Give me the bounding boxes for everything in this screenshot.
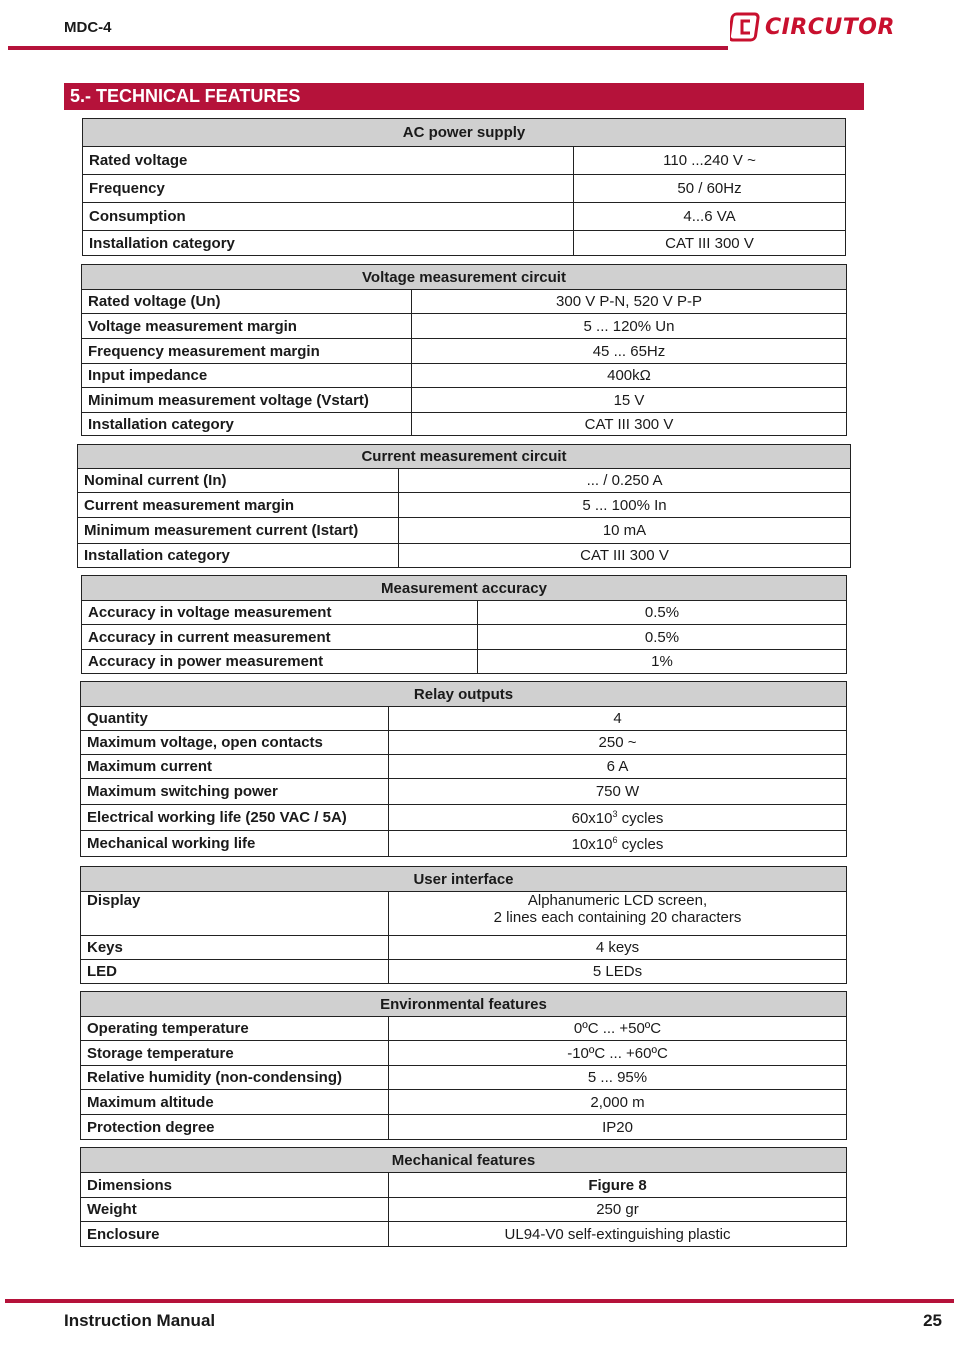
row-label: Electrical working life (250 VAC / 5A) [81, 805, 389, 831]
row-value: 5 ... 95% [389, 1066, 847, 1090]
row-label: Accuracy in voltage measurement [82, 601, 478, 625]
brand-logo [730, 10, 895, 44]
circutor-logo-icon [730, 11, 762, 43]
table-title: Voltage measurement circuit [82, 265, 847, 290]
ac-power-table [82, 118, 846, 256]
value-unit: cycles [617, 835, 664, 853]
row-value: 300 V P-N, 520 V P-P [412, 290, 847, 314]
row-value: 10 mA [399, 518, 851, 544]
row-label: Accuracy in current measurement [82, 625, 478, 650]
row-value: -10ºC ... +60ºC [389, 1041, 847, 1066]
row-value: ... / 0.250 A [399, 469, 851, 493]
row-value: 50 / 60Hz [574, 175, 846, 203]
value-unit: cycles [617, 809, 664, 827]
row-value: 1% [478, 650, 847, 674]
row-value: 6 A [389, 755, 847, 779]
row-label: Installation category [82, 413, 412, 436]
row-label: Storage temperature [81, 1041, 389, 1066]
row-label: Rated voltage [83, 147, 574, 175]
row-label: Accuracy in power measurement [82, 650, 478, 674]
value-base: 10x10 [571, 835, 613, 853]
footer-rule [5, 1299, 954, 1303]
row-label: Input impedance [82, 364, 412, 388]
user-interface-table [80, 866, 847, 984]
row-value: 4...6 VA [574, 203, 846, 231]
row-value: UL94-V0 self-extinguishing plastic [389, 1222, 847, 1247]
row-value: 45 ... 65Hz [412, 339, 847, 364]
row-value: 4 keys [389, 936, 847, 960]
row-label: Maximum altitude [81, 1090, 389, 1115]
row-value: 0ºC ... +50ºC [389, 1017, 847, 1041]
row-label: Rated voltage (Un) [82, 290, 412, 314]
current-measurement-table [77, 444, 851, 568]
row-label: Protection degree [81, 1115, 389, 1140]
table-title: User interface [81, 867, 847, 892]
row-value: 4 [389, 707, 847, 731]
row-label: Frequency measurement margin [82, 339, 412, 364]
row-label: Quantity [81, 707, 389, 731]
display-line-1: Alphanumeric LCD screen, [527, 892, 708, 909]
row-value: 0.5% [478, 625, 847, 650]
row-value: 5 ... 100% In [399, 493, 851, 518]
row-label: Weight [81, 1198, 389, 1222]
row-label: Installation category [83, 231, 574, 256]
row-value: 2,000 m [389, 1090, 847, 1115]
row-label: Nominal current (In) [78, 469, 399, 493]
row-label: Frequency [83, 175, 574, 203]
row-label: Maximum current [81, 755, 389, 779]
row-value [389, 805, 847, 831]
row-label: Minimum measurement current (Istart) [78, 518, 399, 544]
section-title: 5.- TECHNICAL FEATURES [64, 83, 864, 110]
row-value: 5 ... 120% Un [412, 314, 847, 339]
row-label: Keys [81, 936, 389, 960]
row-value: 250 ~ [389, 731, 847, 755]
row-label: Consumption [83, 203, 574, 231]
row-label: Enclosure [81, 1222, 389, 1247]
row-value: CAT III 300 V [412, 413, 847, 436]
display-line-2: 2 lines each containing 20 characters [493, 909, 742, 926]
row-label: Dimensions [81, 1173, 389, 1198]
brand-name: CIRCUTOR [765, 14, 895, 40]
row-label: Minimum measurement voltage (Vstart) [82, 388, 412, 413]
row-value: Figure 8 [389, 1173, 847, 1198]
row-value: 110 ...240 V ~ [574, 147, 846, 175]
row-label: Mechanical working life [81, 831, 389, 857]
row-value: 250 gr [389, 1198, 847, 1222]
row-value [389, 831, 847, 857]
table-title: Mechanical features [81, 1148, 847, 1173]
row-label: Voltage measurement margin [82, 314, 412, 339]
row-value: 5 LEDs [389, 960, 847, 984]
row-value: 15 V [412, 388, 847, 413]
page-number: 25 [923, 1311, 942, 1330]
row-label: LED [81, 960, 389, 984]
row-value: 400kΩ [412, 364, 847, 388]
table-title: Current measurement circuit [78, 445, 851, 469]
table-title: AC power supply [83, 119, 846, 147]
measurement-accuracy-table [81, 575, 847, 674]
row-value [389, 892, 847, 936]
row-label: Relative humidity (non-condensing) [81, 1066, 389, 1090]
mechanical-features-table [80, 1147, 847, 1247]
footer-manual-label: Instruction Manual [64, 1311, 216, 1330]
row-label: Installation category [78, 544, 399, 568]
table-title: Relay outputs [81, 682, 847, 707]
value-exponent: 3 [612, 808, 618, 819]
row-label: Maximum voltage, open contacts [81, 731, 389, 755]
row-label: Operating temperature [81, 1017, 389, 1041]
voltage-measurement-table [81, 264, 847, 436]
table-title: Measurement accuracy [82, 576, 847, 601]
row-value: CAT III 300 V [574, 231, 846, 256]
value-exponent: 6 [612, 834, 618, 845]
table-title: Environmental features [81, 992, 847, 1017]
row-value: 750 W [389, 779, 847, 805]
row-value: IP20 [389, 1115, 847, 1140]
environmental-features-table [80, 991, 847, 1140]
relay-outputs-table [80, 681, 847, 857]
value-base: 60x10 [571, 809, 613, 827]
row-label: Current measurement margin [78, 493, 399, 518]
row-value: CAT III 300 V [399, 544, 851, 568]
document-title: MDC-4 [64, 19, 112, 36]
row-label: Maximum switching power [81, 779, 389, 805]
row-value: 0.5% [478, 601, 847, 625]
row-label: Display [81, 892, 389, 936]
header-rule [8, 46, 728, 50]
